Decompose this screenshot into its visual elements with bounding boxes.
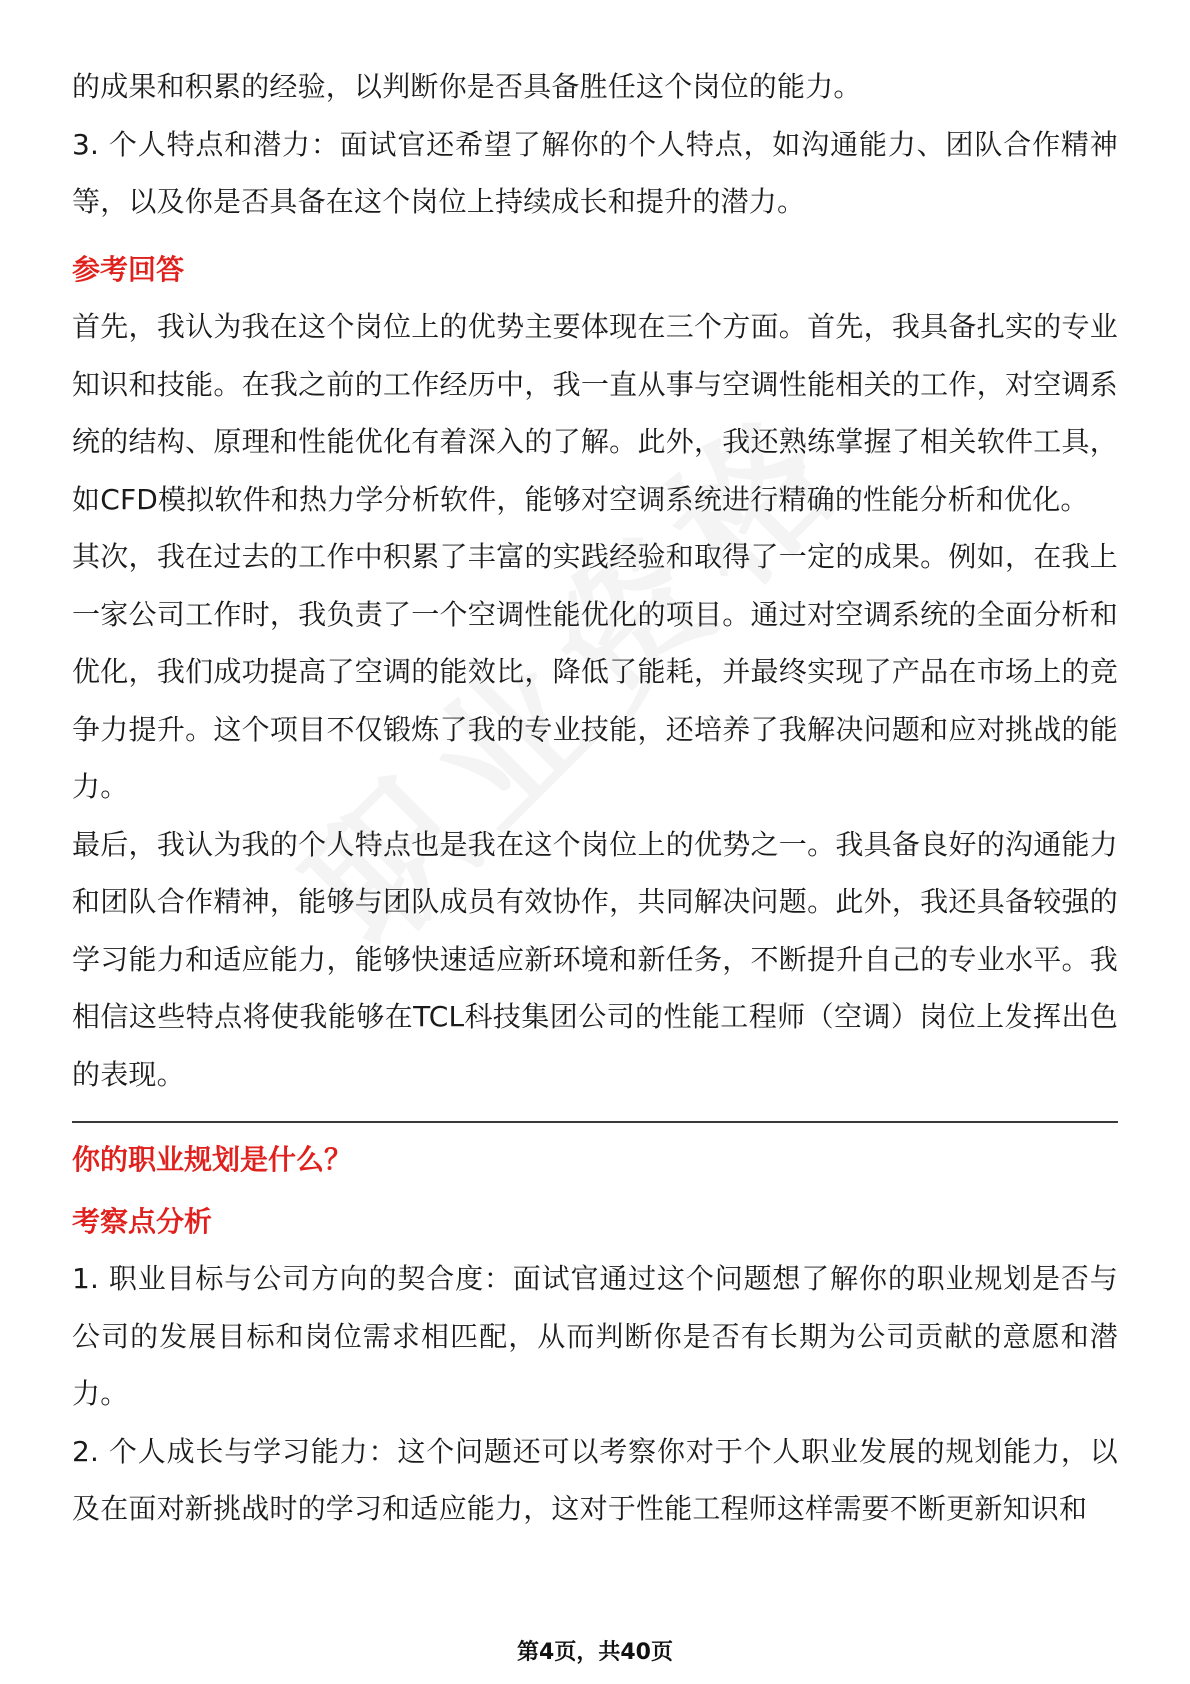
- paragraph: 1. 职业目标与公司方向的契合度：面试官通过这个问题想了解你的职业规划是否与公司的发展目标和岗位需求相匹配，从而判断你是否有长期为公司贡献的意愿和潜力。: [72, 1262, 1118, 1410]
- page-number: 第4页，共40页: [517, 1640, 673, 1665]
- question-heading: 你的职业规划是什么？: [72, 1143, 353, 1176]
- paragraph: 的成果和积累的经验，以判断你是否具备胜任这个岗位的能力。: [72, 70, 862, 103]
- paragraph: 最后，我认为我的个人特点也是我在这个岗位上的优势之一。我具备良好的沟通能力和团队合作精神，能够与团队成员有效协作，共同解决问题。此外，我还具备较强的学习能力和适应能力，能够快速适应新环境和新任务，不断提升自己的专业水平。我相信这些特点将使我能够在TCL科技集团公司的性能工程师（空调）岗位上发挥出色的表现。: [72, 827, 1118, 1091]
- section-divider: [72, 1121, 1118, 1123]
- paragraph: 2. 个人成长与学习能力：这个问题还可以考察你对于个人职业发展的规划能力，以及在面对新挑战时的学习和适应能力，这对于性能工程师这样需要不断更新知识和: [72, 1434, 1118, 1525]
- reference-answer-heading: 参考回答: [72, 252, 185, 286]
- paragraph: 3. 个人特点和潜力：面试官还希望了解你的个人特点，如沟通能力、团队合作精神等，以及你是否具备在这个岗位上持续成长和提升的潜力。: [72, 127, 1118, 218]
- paragraph: 首先，我认为我在这个岗位上的优势主要体现在三个方面。首先，我具备扎实的专业知识和技能。在我之前的工作经历中，我一直从事与空调性能相关的工作，对空调系统的结构、原理和性能优化有着深入的了解。此外，我还熟练掌握了相关软件工具，如CFD模拟软件和热力学分析软件，能够对空调系统进行精确的性能分析和优化。: [72, 310, 1118, 516]
- analysis-heading: 考察点分析: [72, 1204, 213, 1238]
- paragraph: 其次，我在过去的工作中积累了丰富的实践经验和取得了一定的成果。例如，在我上一家公司工作时，我负责了一个空调性能优化的项目。通过对空调系统的全面分析和优化，我们成功提高了空调的能效比，降低了能耗，并最终实现了产品在市场上的竞争力提升。这个项目不仅锻炼了我的专业技能，还培养了我解决问题和应对挑战的能力。: [72, 540, 1118, 803]
- page-content: [72, 58, 1118, 1538]
